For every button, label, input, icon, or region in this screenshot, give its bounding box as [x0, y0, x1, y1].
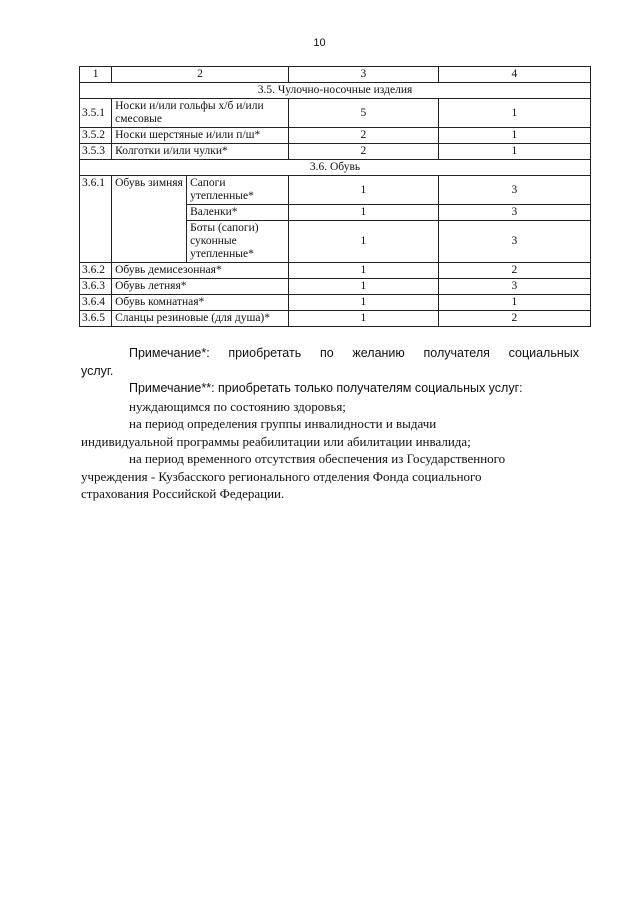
- row-number: 3.6.2: [80, 263, 112, 279]
- row-number: 3.5.1: [80, 99, 112, 128]
- header-cell: 3: [288, 67, 438, 83]
- table-row: [80, 263, 591, 279]
- term-cell: 2: [438, 263, 590, 279]
- quantity-cell: 5: [288, 99, 438, 128]
- section-row: [80, 160, 591, 176]
- item-group: Обувь зимняя: [112, 176, 187, 263]
- note-item-disability-cont: индивидуальной программы реабилитации или абилитации инвалида;: [81, 433, 471, 449]
- note-item-temporary: на период временного отсутствия обеспечения из Государственного: [129, 451, 506, 466]
- term-cell: 1: [438, 295, 590, 311]
- row-number: 3.6.3: [80, 279, 112, 295]
- page-number: 10: [313, 37, 326, 49]
- quantity-cell: 1: [288, 279, 438, 295]
- row-number: 3.6.5: [80, 311, 112, 327]
- term-cell: 2: [438, 311, 590, 327]
- sub-item-name: Валенки*: [187, 205, 289, 221]
- item-name: Обувь комнатная*: [112, 295, 289, 311]
- header-cell: 4: [438, 67, 590, 83]
- item-name: Обувь летняя*: [112, 279, 289, 295]
- quantity-cell: 1: [288, 176, 438, 205]
- table-row: [80, 144, 591, 160]
- row-number: 3.5.3: [80, 144, 112, 160]
- table-row: [80, 295, 591, 311]
- quantity-cell: 1: [288, 221, 438, 263]
- table-row: [80, 99, 591, 128]
- table-row: [80, 279, 591, 295]
- row-number: 3.6.1: [80, 176, 112, 263]
- table-row: [80, 128, 591, 144]
- section-title: 3.6. Обувь: [80, 160, 591, 176]
- item-name: Носки шерстяные и/или п/ш*: [112, 128, 289, 144]
- section-row: [80, 83, 591, 99]
- section-title: 3.5. Чулочно-носочные изделия: [80, 83, 591, 99]
- item-name: Носки и/или гольфы х/б и/или смесовые: [112, 99, 289, 128]
- quantity-cell: 1: [288, 311, 438, 327]
- notes-block: [81, 345, 579, 503]
- norms-table: [79, 66, 591, 327]
- item-name: Сланцы резиновые (для душа)*: [112, 311, 289, 327]
- row-number: 3.5.2: [80, 128, 112, 144]
- header-cell: 1: [80, 67, 112, 83]
- term-cell: 3: [438, 176, 590, 205]
- quantity-cell: 1: [288, 295, 438, 311]
- note-item-disability: на период определения группы инвалидности и выдачи: [129, 416, 437, 431]
- term-cell: 3: [438, 221, 590, 263]
- note-item-temporary-cont: страхования Российской Федерации.: [81, 486, 285, 501]
- quantity-cell: 1: [288, 263, 438, 279]
- term-cell: 3: [438, 279, 590, 295]
- table-header-row: [80, 67, 591, 83]
- sub-item-name: Сапоги утепленные*: [187, 176, 289, 205]
- quantity-cell: 1: [288, 205, 438, 221]
- note-item-health: нуждающимся по состоянию здоровья;: [129, 398, 346, 414]
- table-row: [80, 311, 591, 327]
- quantity-cell: 2: [288, 128, 438, 144]
- note-item-temporary-cont: учреждения - Кузбасского регионального отделения Фонда социального: [81, 468, 482, 484]
- term-cell: 1: [438, 128, 590, 144]
- item-name: Колготки и/или чулки*: [112, 144, 289, 160]
- note-optional-cont: услуг.: [81, 363, 114, 378]
- note-optional: Примечание*: приобретать по желанию получателя социальных: [129, 346, 579, 360]
- table-row: [80, 176, 591, 205]
- term-cell: 1: [438, 144, 590, 160]
- header-cell: 2: [112, 67, 289, 83]
- term-cell: 3: [438, 205, 590, 221]
- quantity-cell: 2: [288, 144, 438, 160]
- item-name: Обувь демисезонная*: [112, 263, 289, 279]
- term-cell: 1: [438, 99, 590, 128]
- sub-item-name: Боты (сапоги) суконные утепленные*: [187, 221, 289, 263]
- row-number: 3.6.4: [80, 295, 112, 311]
- note-required: Примечание**: приобретать только получателям социальных услуг:: [129, 381, 523, 395]
